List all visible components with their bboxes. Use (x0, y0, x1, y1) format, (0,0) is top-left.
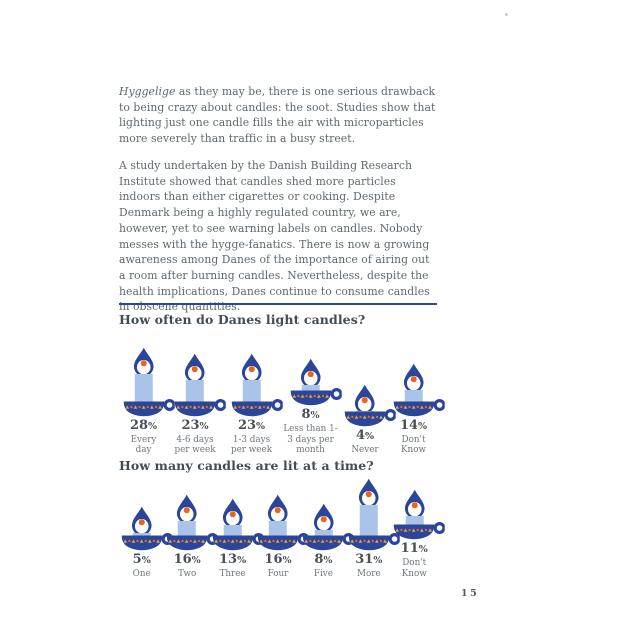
candle-icon (302, 478, 354, 551)
candle-chart-row-frequency (119, 333, 437, 456)
percent-value: 31% (355, 551, 383, 567)
candle-holder-icon (174, 399, 226, 417)
candle-flame-icon (130, 506, 154, 536)
candle-icon (174, 344, 226, 417)
scan-speck (505, 13, 508, 16)
candle-holder-icon (166, 533, 218, 551)
candle-icon (211, 478, 263, 551)
candle-flame-icon (299, 358, 323, 388)
chart-title-how-often: How often do Danes light candles? (119, 312, 366, 327)
candle-column (168, 344, 222, 456)
percent-value: 4% (355, 428, 375, 443)
candle-holder-icon (344, 409, 396, 427)
percent-value: 8% (301, 407, 320, 422)
category-label: Never (351, 445, 379, 455)
category-label: Two (177, 568, 197, 579)
category-label: One (132, 568, 151, 579)
category-label: 4-6 days per week (174, 434, 216, 455)
percent-value: 8% (314, 551, 333, 567)
category-label: Less than 1-3 days per month (283, 424, 338, 455)
paragraph-hyggelige-text: as they may be, there is one serious drawback to being crazy about candles: the soot. Studies show that lighting just one candle fills the air with microparticles more severely than traffic in a busy street. (119, 85, 436, 146)
percent-value: 13% (218, 551, 247, 567)
candle-flame-icon (221, 498, 245, 528)
percent-value: 16% (264, 551, 292, 567)
category-label: Don't Know (401, 558, 427, 579)
candle-holder-icon (348, 533, 400, 551)
candle-column (390, 344, 437, 456)
candle-flame-icon (240, 353, 264, 383)
category-label: Four (267, 568, 289, 579)
candle-column (346, 478, 391, 580)
candle-flame-icon (357, 478, 381, 508)
candle-icon (348, 478, 400, 551)
chart-section-how-often (119, 303, 437, 456)
candle-icon (257, 478, 309, 551)
category-label: 1-3 days per week (230, 434, 273, 455)
percent-value: 28% (129, 417, 158, 433)
percent-value: 5% (132, 551, 151, 567)
candle-icon (392, 344, 444, 417)
candle-flame-icon (402, 363, 426, 393)
candle-holder-icon (211, 533, 263, 551)
candle-icon (166, 478, 218, 551)
page-number: 15 (461, 588, 480, 599)
candle-flame-icon (132, 347, 156, 377)
candle-column (119, 478, 164, 580)
chart-section-how-many (119, 459, 437, 579)
candle-holder-icon (230, 399, 282, 417)
candle-holder-icon (122, 399, 174, 417)
candle-holder-icon (392, 399, 444, 417)
category-label: Every day (130, 434, 157, 455)
paragraph-study: A study undertaken by the Danish Building Research Institute showed that candles shed more particles indoors than either cigarettes or cooking. Despite Denmark being a highly regulated country, we are, however, yet to see warning labels on candles. Nobody messes with the hygge-fanatics. There is now a growing awareness among Danes of the importance of airing out a room after burning candles. Nevertheless, despite the health implications, Danes continue to consume candles in obscene quantities. (119, 159, 430, 314)
candle-chart-row-quantity (119, 467, 437, 579)
category-label: Five (313, 568, 333, 579)
candle-column (119, 344, 168, 456)
candle-holder-icon (120, 533, 172, 551)
chart-title-how-many: How many candles are lit at a time? (119, 458, 374, 473)
category-label: Don't Know (400, 434, 427, 455)
italic-lead-word: Hyggelige (119, 85, 176, 98)
paragraph-hyggelige (119, 84, 439, 147)
category-label: Three (219, 568, 246, 579)
candle-icon (393, 467, 445, 540)
percent-value: 11% (400, 541, 428, 556)
candle-holder-icon (289, 388, 341, 406)
candle-flame-icon (402, 489, 426, 519)
candle-column (281, 333, 340, 456)
candle-column (164, 478, 209, 580)
candle-flame-icon (175, 494, 199, 524)
percent-value: 23% (181, 417, 209, 433)
candle-column (210, 478, 255, 580)
candle-flame-icon (311, 503, 335, 533)
percent-value: 16% (173, 551, 201, 567)
candle-column (222, 344, 281, 456)
candle-holder-icon (393, 522, 445, 540)
section-divider-rule (119, 303, 437, 305)
candle-column (340, 354, 390, 456)
candle-column (301, 478, 346, 580)
candle-icon (120, 478, 172, 551)
category-label: More (356, 568, 381, 579)
candle-holder-icon (302, 533, 354, 551)
candle-flame-icon (183, 353, 207, 383)
percent-value: 14% (399, 417, 428, 433)
candle-column (255, 478, 300, 580)
candle-column (392, 467, 437, 579)
candle-flame-icon (266, 494, 290, 524)
candle-icon (230, 344, 282, 417)
percent-value: 23% (237, 417, 266, 433)
candle-holder-icon (257, 533, 309, 551)
candle-icon (344, 354, 396, 427)
candle-icon (122, 344, 174, 417)
candle-icon (289, 333, 341, 406)
